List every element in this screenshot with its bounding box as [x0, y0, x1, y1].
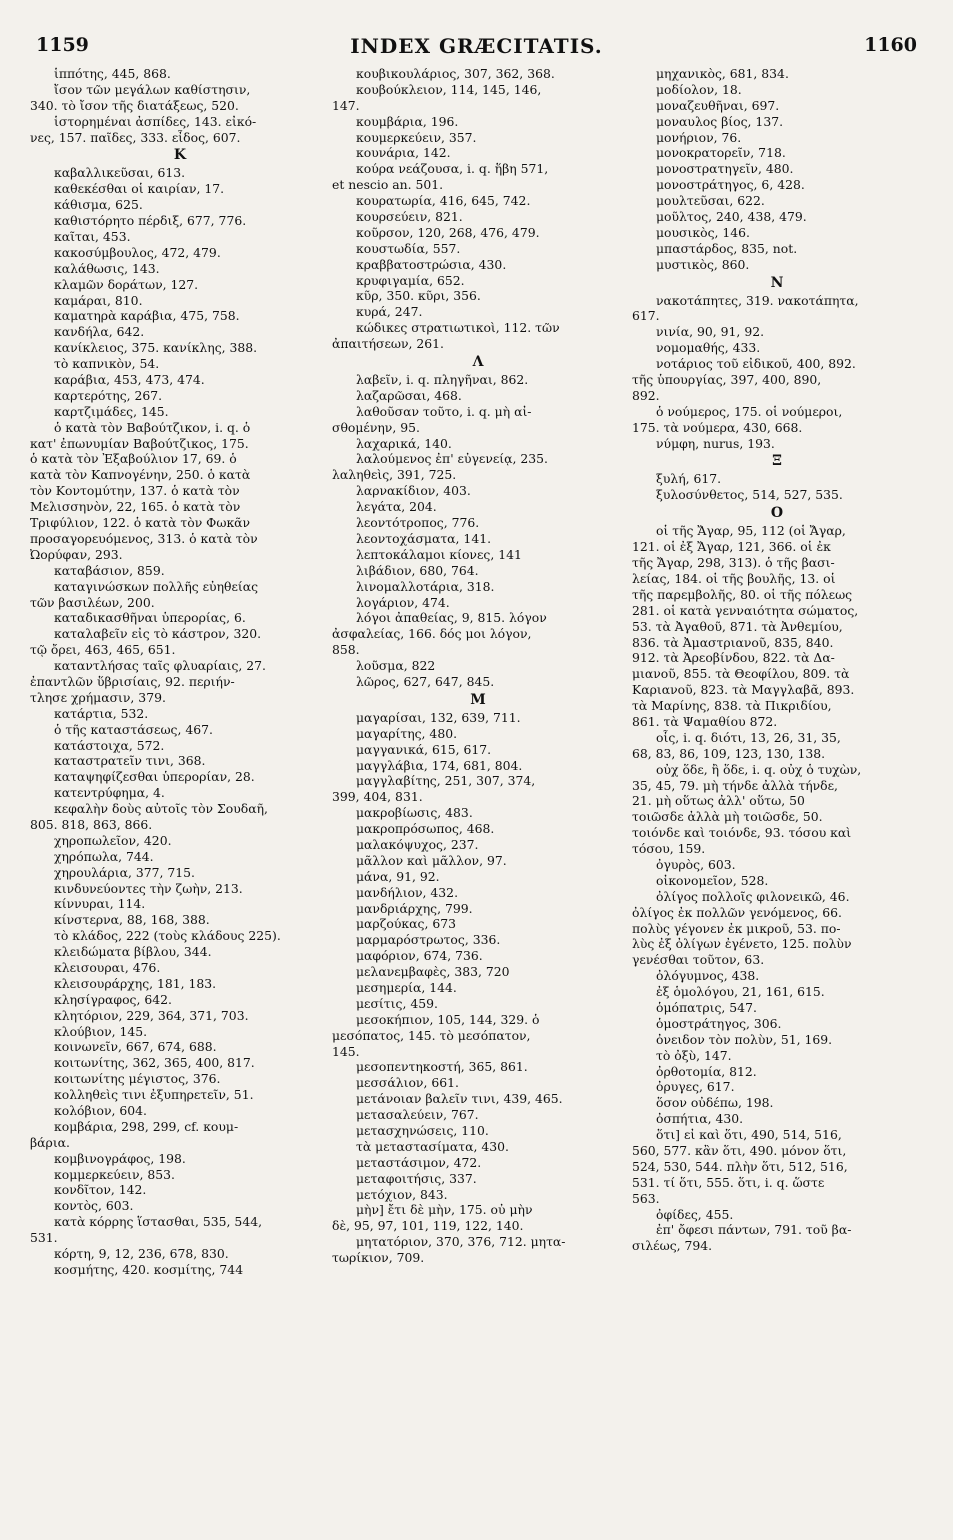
index-entry: ὀνειδον τὸν πολὺν, 51, 169. [656, 1031, 833, 1047]
index-entry: κατάρτια, 532. [54, 705, 149, 721]
index-entry: κουμβάρια, 196. [356, 113, 459, 129]
index-entry: ἐξ ὁμολόγου, 21, 161, 615. [656, 984, 825, 1000]
index-entry-continuation: κατ' ἐπωνυμίαν Βαβούτζικος, 175. [30, 435, 249, 451]
index-entry: καταβάσιον, 859. [54, 562, 165, 578]
index-entry: ὁμόπατρις, 547. [656, 999, 757, 1015]
index-entry: ἱππότης, 445, 868. [54, 66, 171, 81]
index-entry: κακοσύμβουλος, 472, 479. [54, 244, 221, 260]
index-entry: καῖται, 453. [54, 229, 131, 245]
index-entry: τὸ κλάδος, 222 (τοὺς κλάδους 225). [54, 928, 281, 944]
index-entry: μετασαλεύειν, 767. [356, 1107, 479, 1123]
index-entry: κίνστερνα, 88, 168, 388. [54, 912, 210, 928]
section-letter-heading: Ο [770, 505, 784, 522]
index-entry: λαχαρικά, 140. [356, 435, 452, 451]
index-entry: κρυφιγαμία, 652. [356, 272, 465, 288]
index-entry: μεταφοιτήσις, 337. [356, 1170, 477, 1186]
index-entry: καθεκέσθαι οἱ καιρίαν, 17. [54, 181, 225, 197]
index-entry-continuation: 560, 577. κἂν ὅτι, 490. μόνον ὅτι, [632, 1143, 847, 1158]
index-entry: μελανεμβαφὲς, 383, 720 [356, 964, 510, 980]
index-entry: κοσμήτης, 420. κοσμίτης, 744 [54, 1261, 244, 1277]
index-entry-continuation: 281. οἱ κατὰ γενναιότητα σώματος, [632, 602, 859, 618]
index-entry-continuation: 836. τὰ Ἀμαστριανοῦ, 835, 840. [632, 634, 834, 650]
index-entry: χηρόπωλα, 744. [54, 848, 154, 864]
index-entry-continuation: κατὰ τὸν Καπνογένην, 250. ὁ κατὰ [30, 467, 251, 483]
index-entry: κεφαλὴν δοὺς αὐτοῖς τὸν Σουδαῆ, [54, 801, 268, 817]
index-entry: μοναζευθῆναι, 697. [656, 97, 780, 113]
index-entry: τὸ καπνικὸν, 54. [54, 356, 160, 372]
index-entry: μακροπρόσωπος, 468. [356, 821, 495, 837]
index-column-2 [332, 66, 624, 1266]
index-entry: μεσίτις, 459. [356, 995, 438, 1011]
index-entry: μαγαρίσαι, 132, 639, 711. [356, 709, 521, 725]
index-entry-continuation: λείας, 184. οἱ τῆς βουλῆς, 13. οἱ [632, 570, 836, 586]
index-entry: κανίκλειος, 375. κανίκλης, 388. [54, 340, 258, 356]
index-entry-continuation: 861. τὰ Ψαμαθίου 872. [632, 713, 778, 729]
index-entry-continuation: τὸν Κοντομύτην, 137. ὁ κατὰ τὸν [30, 483, 240, 499]
index-entry: ὅτι] εἰ καὶ ὅτι, 490, 514, 516, [656, 1127, 842, 1143]
index-entry: κοντὸς, 603. [54, 1198, 134, 1214]
index-entry: καλάθωσις, 143. [54, 260, 160, 276]
index-entry-continuation: 145. [332, 1043, 360, 1059]
index-entry: μεσοπεντηκοστή, 365, 861. [356, 1059, 528, 1075]
index-entry: κοιτωνίτης μέγιστος, 376. [54, 1071, 221, 1087]
index-entry: μακροβίωσις, 483. [356, 805, 473, 821]
index-entry: μαρζούκας, 673 [356, 916, 456, 932]
index-entry: μετάνοιαν βαλεῖν τινι, 439, 465. [356, 1091, 563, 1107]
index-entry: κομμερκεύειν, 853. [54, 1166, 175, 1182]
index-entry: κλαμῶν δοράτων, 127. [54, 276, 199, 292]
index-entry: κολληθεὶς τινι ἐξυπηρετεῖν, 51. [54, 1087, 254, 1103]
index-entry: μηχανικὸς, 681, 834. [656, 66, 789, 81]
index-entry: λαλούμενος ἐπ' εὐγενείᾳ, 235. [356, 451, 548, 467]
index-entry: κλούβιον, 145. [54, 1023, 148, 1039]
index-entry-continuation: λαληθεὶς, 391, 725. [332, 467, 457, 483]
index-entry-continuation: τωρίκιον, 709. [332, 1250, 425, 1266]
index-entry: λῶρος, 627, 647, 845. [356, 673, 495, 689]
index-entry-continuation: 858. [332, 642, 360, 658]
index-entry: λεοντότροπος, 776. [356, 515, 480, 531]
index-entry: ὅσον οὐδέπω, 198. [656, 1095, 774, 1111]
index-entry-continuation: ἐπαντλῶν ὕβρισίαις, 92. περιήν- [30, 673, 235, 689]
index-entry: μοναυλος βίος, 137. [656, 113, 784, 129]
index-entry: κίννυραι, 114. [54, 896, 146, 912]
index-entry: ὁ κατὰ τὸν Βαβούτζικον, i. q. ὁ [54, 419, 251, 435]
page-number-right: 1160 [864, 34, 917, 56]
index-entry: κλειδώματα βίβλου, 344. [54, 944, 212, 960]
index-entry-continuation: et nescio an. 501. [332, 177, 444, 193]
index-entry: νοτάριος τοῦ εἰδικοῦ, 400, 892. [656, 356, 856, 372]
index-entry: λαθοῦσαν τοῦτο, i. q. μὴ αἰ- [356, 403, 532, 419]
index-entry: κουβικουλάριος, 307, 362, 368. [356, 66, 555, 81]
index-entry-continuation: μεσόπατος, 145. τὸ μεσόπατον, [332, 1027, 531, 1043]
index-entry: ἱστορημέναι ἀσπίδες, 143. εἰκό- [54, 113, 257, 129]
index-entry: καθιστόρητο πέρδιξ, 677, 776. [54, 213, 247, 229]
index-entry-continuation: ὀλίγος ἐκ πολλῶν γενόμενος, 66. [632, 904, 842, 920]
index-entry: μεταστάσιμον, 472. [356, 1154, 482, 1170]
index-entry-continuation: πολὺς γέγονεν ἐκ μικροῦ, 53. πο- [632, 920, 841, 936]
index-entry: κολόβιον, 604. [54, 1103, 147, 1118]
section-letter-heading: Ν [770, 274, 784, 291]
index-entry-continuation: 912. τὰ Ἀρεοβίνδου, 822. τὰ Δα- [632, 650, 835, 666]
index-entry: νύμφη, nurus, 193. [656, 435, 775, 451]
index-entry: κατὰ κόρρης ἵστασθαι, 535, 544, [54, 1214, 263, 1230]
index-entry: κραββατοστρώσια, 430. [356, 256, 507, 272]
index-entry: ὀγυρὸς, 603. [656, 856, 736, 872]
index-entry: καματηρὰ καράβια, 475, 758. [54, 308, 240, 324]
section-letter-heading: Λ [472, 354, 484, 371]
index-entry: μονοστράτηγος, 6, 428. [656, 177, 805, 193]
index-entry: λαρνακίδιον, 403. [356, 483, 471, 499]
index-entry: οἷς, i. q. διότι, 13, 26, 31, 35, [656, 729, 841, 745]
index-entry: μᾶλλον καὶ μᾶλλον, 97. [356, 852, 507, 868]
index-entry: μοῦλτος, 240, 438, 479. [656, 209, 807, 225]
index-entry: κουστωδία, 557. [356, 240, 461, 256]
index-entry: ξυλή, 617. [656, 471, 722, 487]
index-entry: κονδῖτον, 142. [54, 1182, 147, 1198]
index-entry-continuation: τῆς παρεμβολῆς, 80. οἱ τῆς πόλεως [632, 586, 853, 602]
index-entry-continuation: τῷ ὄρει, 463, 465, 651. [30, 642, 176, 658]
index-entry: λαβεῖν, i. q. πληγῆναι, 862. [356, 372, 529, 388]
index-entry: ὀλίγος πολλοῖς φιλονεικῶ, 46. [656, 888, 850, 904]
index-entry-continuation: ἀπαιτήσεων, 261. [332, 336, 444, 352]
index-entry: κοινωνεῖν, 667, 674, 688. [54, 1039, 217, 1055]
index-entry: μετόχιον, 843. [356, 1186, 448, 1202]
index-entry-continuation: 524, 530, 544. πλὴν ὅτι, 512, 516, [632, 1158, 848, 1174]
index-entry-continuation: Τριφύλιον, 122. ὁ κατὰ τὸν Φωκᾶν [30, 515, 251, 531]
index-entry: κλεισουράρχης, 181, 183. [54, 975, 217, 991]
index-entry: ὁ νούμερος, 175. οἱ νούμεροι, [656, 403, 843, 419]
index-entry: κουνάρια, 142. [356, 145, 451, 161]
index-entry: ξυλοσύνθετος, 514, 527, 535. [656, 487, 843, 503]
index-entry: λοῦσμα, 822 [356, 658, 436, 674]
index-entry: μοδίολον, 18. [656, 81, 742, 97]
index-entry: μαλακόψυχος, 237. [356, 836, 479, 852]
index-entry-continuation: τῆς Ἄγαρ, 298, 313). ὁ τῆς βασι- [632, 555, 835, 571]
index-entry-continuation: Μελισσηνὸν, 22, 165. ὁ κατὰ τὸν [30, 499, 241, 515]
index-entry: μπαστάρδος, 835, not. [656, 240, 798, 256]
index-entry: μουλτεῦσαι, 622. [656, 193, 765, 209]
index-entry: κώδικες στρατιωτικοὶ, 112. τῶν [356, 320, 560, 336]
index-entry: καράβια, 453, 473, 474. [54, 372, 205, 388]
index-entry-continuation: σιλέως, 794. [632, 1238, 713, 1254]
index-entry: καμάραι, 810. [54, 292, 143, 308]
index-entry-continuation: βάρια. [30, 1134, 70, 1150]
index-entry-continuation: 147. [332, 97, 360, 113]
page-title: INDEX GRÆCITATIS. [350, 34, 603, 58]
index-entry-continuation: 563. [632, 1190, 660, 1206]
index-entry: μεσημερία, 144. [356, 979, 457, 995]
index-entry: μεσσάλιον, 661. [356, 1075, 459, 1091]
index-entry: μονήριον, 76. [656, 129, 742, 145]
index-entry: κομβινογράφος, 198. [54, 1150, 186, 1166]
section-letter-heading: K [173, 147, 187, 164]
index-entry: κουρσεύειν, 821. [356, 209, 463, 225]
index-entry: μαγαρίτης, 480. [356, 725, 458, 741]
index-entry: μαγγανικά, 615, 617. [356, 741, 492, 757]
index-entry-continuation: τῆς ὑπουργίας, 397, 400, 890, [632, 372, 822, 388]
section-letter-heading: Μ [470, 691, 486, 708]
index-column-1 [30, 66, 330, 1278]
index-entry: ὀλόγυμνος, 438. [656, 968, 760, 984]
index-entry: λόγοι ἀπαθείας, 9, 815. λόγον [356, 610, 547, 626]
index-entry: κοιτωνίτης, 362, 365, 400, 817. [54, 1055, 255, 1071]
index-entry: καταδικασθῆναι ὑπερορίας, 6. [54, 610, 246, 626]
index-entry: καταγινώσκων πολλῆς εὐηθείας [54, 578, 259, 594]
index-entry: λεπτοκάλαμοι κίονες, 141 [356, 546, 522, 562]
index-entry: λινομαλλοτάρια, 318. [356, 578, 495, 594]
index-entry: μετασχηνώσεις, 110. [356, 1123, 489, 1138]
index-entry: ὀσπήτια, 430. [656, 1111, 744, 1127]
index-entry: ὁμοστράτηγος, 306. [656, 1015, 782, 1031]
index-entry-continuation: τοιόνδε καὶ τοιόνδε, 93. τόσου καὶ [632, 825, 852, 841]
index-entry-continuation: γενέσθαι τοῦτον, 63. [632, 952, 765, 968]
index-entry: κατεντρύφημα, 4. [54, 785, 165, 801]
index-entry-continuation: τλησε χρήμασιν, 379. [30, 689, 166, 705]
index-entry: μάνα, 91, 92. [356, 868, 440, 884]
index-entry-continuation: 53. τὰ Ἀγαθοῦ, 871. τὰ Ἀνθεμίου, [632, 618, 843, 634]
index-entry: μανδριάρχης, 799. [356, 900, 473, 916]
index-entry: κοῦρσον, 120, 268, 476, 479. [356, 224, 540, 240]
index-entry-continuation: ἀσφαλείας, 166. δός μοι λόγον, [332, 626, 532, 642]
index-entry: κλησίγραφος, 642. [54, 991, 172, 1007]
index-entry: ἐπ' ὄφεσι πάντων, 791. τοῦ βα- [656, 1222, 852, 1238]
index-entry: κουρατωρία, 416, 645, 742. [356, 193, 531, 209]
index-entry-continuation: 340. τὸ ἴσον τῆς διατάξεως, 520. [30, 97, 239, 113]
index-entry: μυστικὸς, 860. [656, 256, 750, 272]
index-entry: ὀρθοτομία, 812. [656, 1063, 757, 1079]
index-entry: καβαλλικεῦσαι, 613. [54, 165, 186, 181]
index-entry: λεοντοχάσματα, 141. [356, 530, 492, 546]
index-entry: τὰ μεταστασίματα, 430. [356, 1138, 509, 1154]
index-entry-continuation: Καριανοῦ, 823. τὰ Μαγγλαβᾶ, 893. [632, 682, 855, 698]
index-entry: καταστρατεῖν τινι, 368. [54, 753, 206, 769]
index-entry: τὸ ὀξὺ, 147. [656, 1047, 732, 1063]
index-entry-continuation: 35, 45, 79. μὴ τήνδε ἀλλὰ τήνδε, [632, 777, 838, 793]
index-column-3 [632, 66, 922, 1254]
index-entry: λογάριον, 474. [356, 594, 450, 610]
index-entry: κουμερκεύειν, 357. [356, 129, 477, 145]
index-entry: ὁ τῆς καταστάσεως, 467. [54, 721, 213, 737]
index-entry: νινία, 90, 91, 92. [656, 324, 765, 340]
index-entry: κλεισουραι, 476. [54, 959, 161, 975]
index-entry-continuation: σθομένην, 95. [332, 419, 420, 435]
index-entry: χηρουλάρια, 377, 715. [54, 864, 195, 880]
index-entry: μαφόριον, 674, 736. [356, 948, 483, 964]
index-entry: νομομαθής, 433. [656, 340, 761, 356]
index-entry: κινδυνεύοντες τὴν ζωὴν, 213. [54, 880, 243, 896]
index-entry: κανδήλα, 642. [54, 324, 145, 340]
page-number-left: 1159 [36, 34, 89, 56]
index-entry: κατάστοιχα, 572. [54, 737, 165, 753]
index-entry-continuation: προσαγορευόμενος, 313. ὁ κατὰ τὸν [30, 530, 258, 546]
index-entry: καρτζιμάδες, 145. [54, 403, 169, 419]
page-header [0, 34, 953, 60]
index-entry-continuation: 805. 818, 863, 866. [30, 816, 153, 832]
index-entry-continuation: μιανοῦ, 855. τὰ Θεοφίλου, 809. τὰ [632, 666, 850, 682]
index-entry: ὀρυγες, 617. [656, 1079, 735, 1095]
index-entry: μεσοκήπιον, 105, 144, 329. ὁ [356, 1011, 540, 1027]
index-entry: καταντλήσας ταῖς φλυαρίαις, 27. [54, 658, 266, 674]
index-entry-continuation: Ὠορύφαν, 293. [30, 546, 123, 562]
index-entry: μητατόριον, 370, 376, 712. μητα- [356, 1234, 566, 1250]
index-entry-continuation: 892. [632, 387, 660, 403]
index-entry-continuation: 399, 404, 831. [332, 789, 423, 805]
index-entry-continuation: τὰ Μαρίνης, 838. τὰ Πικριδίου, [632, 698, 832, 714]
index-entry: μονοστρατηγεῖν, 480. [656, 161, 794, 177]
index-entry: κουβούκλειον, 114, 145, 146, [356, 81, 542, 97]
index-entry-continuation: 175. τὰ νούμερα, 430, 668. [632, 419, 803, 435]
section-letter-heading: Ξ [772, 453, 782, 470]
index-entry-continuation: τοιῶσδε ἀλλὰ μὴ τοιῶσδε, 50. [632, 809, 823, 825]
index-entry-continuation: 531. [30, 1230, 58, 1246]
index-entry-continuation: 68, 83, 86, 109, 123, 130, 138. [632, 745, 826, 761]
index-entry-continuation: 531. τί ὅτι, 555. ὅτι, i. q. ὥστε [632, 1174, 825, 1190]
index-entry: μονοκρατορεῖν, 718. [656, 145, 786, 161]
index-entry: κῦρ, 350. κῦρι, 356. [356, 288, 481, 304]
index-entry: κόρτη, 9, 12, 236, 678, 830. [54, 1246, 229, 1262]
index-entry-continuation: νες, 157. παῖδες, 333. εἶδος, 607. [30, 129, 241, 145]
index-entry: κλητόριον, 229, 364, 371, 703. [54, 1007, 249, 1023]
index-entry: καταλαβεῖν εἰς τὸ κάστρον, 320. [54, 626, 262, 642]
index-entry: λιβάδιον, 680, 764. [356, 562, 479, 578]
index-entry: λεγάτα, 204. [356, 499, 437, 515]
index-entry-continuation: δὲ, 95, 97, 101, 119, 122, 140. [332, 1218, 524, 1234]
index-entry-continuation: λὺς ἐξ ὀλίγων ἐγένετο, 125. πολὺν [632, 936, 852, 952]
index-entry: καρτερότης, 267. [54, 387, 163, 403]
index-entry: κούρα νεάζουσα, i. q. ἥβη 571, [356, 161, 549, 177]
index-entry-continuation: ὁ κατὰ τὸν Ἐξαβούλιον 17, 69. ὁ [30, 451, 237, 467]
index-entry-continuation: τόσου, 159. [632, 841, 706, 857]
index-entry-continuation: 617. [632, 308, 660, 324]
index-entry: κυρά, 247. [356, 304, 423, 320]
index-entry: οἰκονομεῖον, 528. [656, 872, 769, 888]
index-entry: μαγγλαβίτης, 251, 307, 374, [356, 773, 536, 789]
index-entry: λαζαρῶσαι, 468. [356, 387, 462, 403]
index-entry: μὴν] ἔτι δὲ μὴν, 175. οὐ μὴν [356, 1202, 533, 1218]
index-entry: νακοτάπητες, 319. νακοτάπητα, [656, 292, 859, 308]
index-entry: οὐχ ὅδε, ἢ ὅδε, i. q. οὐχ ὁ τυχὼν, [656, 761, 862, 777]
index-entry: μανδήλιον, 432. [356, 884, 459, 900]
index-entry: κάθισμα, 625. [54, 197, 143, 213]
index-entry: ὀφίδες, 455. [656, 1206, 734, 1222]
index-entry: οἱ τῆς Ἄγαρ, 95, 112 (οἱ Ἄγαρ, [656, 523, 846, 539]
index-entry: μαγγλάβια, 174, 681, 804. [356, 757, 523, 773]
index-entry: καταψηφίζεσθαι ὑπερορίαν, 28. [54, 769, 255, 785]
index-entry-continuation: τῶν βασιλέων, 200. [30, 594, 155, 610]
index-entry-continuation: 121. οἱ ἐξ Ἄγαρ, 121, 366. οἱ ἐκ [632, 539, 831, 555]
index-entry: ἴσον τῶν μεγάλων καθίστησιν, [54, 81, 251, 97]
index-entry: μαρμαρόστρωτος, 336. [356, 932, 501, 948]
index-entry-continuation: 21. μὴ οὕτως ἀλλ' οὕτω, 50 [632, 793, 805, 809]
index-entry: κομβάρια, 298, 299, cf. κουμ- [54, 1118, 239, 1134]
index-entry: χηροπωλεῖον, 420. [54, 832, 172, 848]
index-entry: μουσικὸς, 146. [656, 224, 750, 240]
